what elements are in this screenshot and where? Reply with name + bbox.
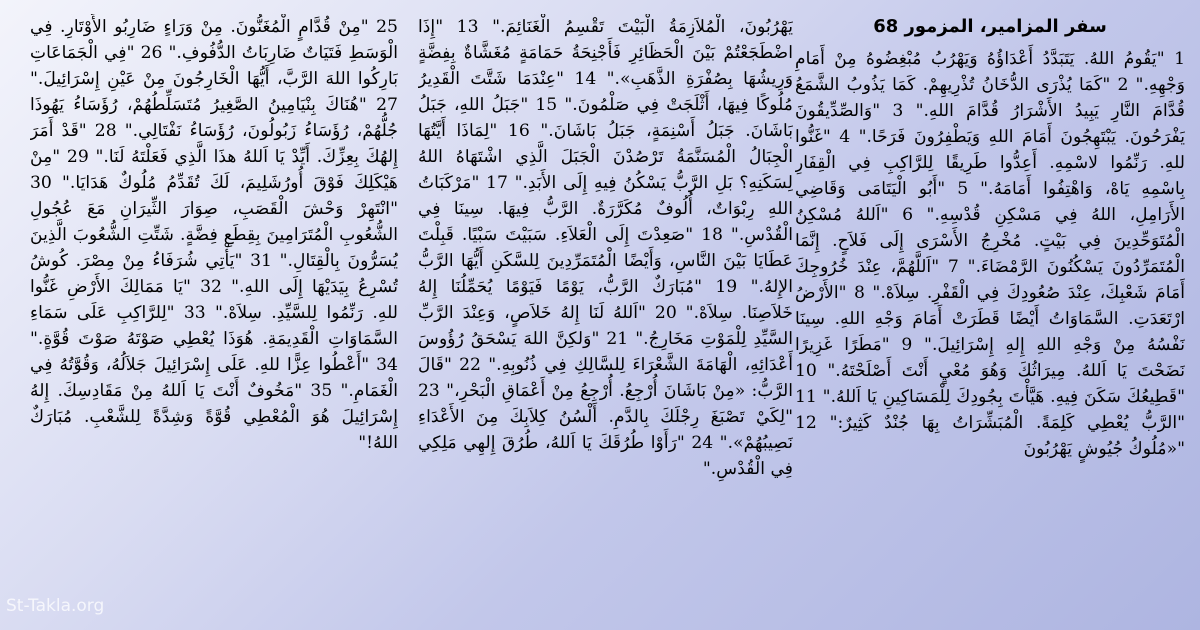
verses-1-12: 1 "يَقُومُ اللهُ. يَتَبَدَّدُ أَعْدَاؤُهُ وَيَهْرُبُ مُبْغِضُوهُ مِنْ أَمَامِ وَجْهِهِ." 2 "كَمَا يُذْرَى الدُّخَانُ تُذْرِيهِمْ. كَمَا يَذُوبُ الشَّمَعُ قُدَّامَ النَّارِ يَبِيدُ الأَشْرَارُ قُدَّامَ اللهِ." 3 "وَالصِّدِّيقُونَ يَفْرَحُونَ. يَبْتَهِجُونَ أَمَامَ اللهِ وَيَطْفِرُونَ فَرَحًا." 4 "غَنُّوا للهِ. رَنِّمُوا لاسْمِهِ. أَعِدُّوا طَرِيقًا لِلرَّاكِبِ فِي الْقِفَارِ بِاسْمِهِ يَاهْ، وَاهْتِفُوا أَمَامَهُ." 5 "أَبُو الْيَتَامَى وَقَاضِي الأَرَامِلِ، اللهُ فِي مَسْكِنِ قُدْسِهِ." 6 "اَللهُ مُسْكِنُ الْمُتَوَحِّدِينَ فِي بَيْتٍ. مُخْرِجُ الأَسْرَى إِلَى فَلاَحٍ. إِنَّمَا الْمُتَمَرِّدُونَ يَسْكُنُونَ الرَّمْضَاءَ." 7 "اَللَّهُمَّ، عِنْدَ خُرُوجِكَ أَمَامَ شَعْبِكَ، عِنْدَ صُعُودِكَ فِي الْقَفْرِ. سِلاَهْ." 8 "الأَرْضُ ارْتَعَدَتِ. السَّمَاوَاتُ أَيْضًا قَطَرَتْ أَمَامَ وَجْهِ اللهِ. سِينَا نَفْسُهُ مِنْ وَجْهِ اللهِ إِلهِ إِسْرَائِيلَ." 9 "مَطَرًا غَزِيرًا نَضَحْتَ يَا اَللهُ. مِيرَاثُكَ وَهُوَ مُعْيٍ أَنْتَ أَصْلَحْتَهُ." 10 "قَطِيعُكَ سَكَنَ فِيهِ. هَيَّأْتَ بِجُودِكَ لِلْمَسَاكِينِ يَا اَللهُ." 11 "الرَّبُّ يُعْطِي كَلِمَةً. الْمُبَشِّرَاتُ بِهَا جُنْدٌ كَثِيرٌ:" 12 "«مُلُوكُ جُيُوشٍ يَهْرُبُونَ [795, 49, 1185, 459]
verses-25-35: 25 "مِنْ قُدَّامٍ الْمُغَنُّونَ. مِنْ وَرَاءٍ ضَارِبُو الأَوْتَارِ. فِي الْوَسَطِ فَتَيَاتٌ ضَارِبَاتُ الدُّفُوفِ." 26 "فِي الْجَمَاعَاتِ بَارِكُوا اللهَ الرَّبَّ، أَيُّهَا الْخَارِجُونَ مِنْ عَيْنِ إِسْرَائِيلَ." 27 "هُنَاكَ بِنْيَامِينُ الصَّغِيرُ مُتَسَلِّطُهُمْ، رُؤَسَاءُ يَهُوذَا جُلُّهُمْ، رُؤَسَاءُ زَبُولُونَ، رُؤَسَاءُ نَفْتَالِي." 28 "قَدْ أَمَرَ إِلهُكَ بِعِزِّكَ. أَيِّدْ يَا اَللهُ هذَا الَّذِي فَعَلْتَهُ لَنَا." 29 "مِنْ هَيْكَلِكَ فَوْقَ أُورُشَلِيمَ، لَكَ تُقَدِّمُ مُلُوكٌ هَدَايَا." 30 "انْتَهِرْ وَحْشَ الْقَصَبِ، صِوَارَ الثِّيرَانِ مَعَ عُجُولِ الشُّعُوبِ الْمُتَرَامِينَ بِقِطَعِ فِضَّةٍ. شَتِّتِ الشُّعُوبَ الَّذِينَ يُسَرُّونَ بِالْقِتَالِ." 31 "يَأْتِي شُرَفَاءُ مِنْ مِصْرَ. كُوشُ تُسْرِعُ بِيَدَيْهَا إِلَى اللهِ." 32 "يَا مَمَالِكَ الأَرْضِ غَنُّوا للهِ. رَنِّمُوا لِلسَّيِّدِ. سِلاَهْ." 33 "لِلرَّاكِبِ عَلَى سَمَاءِ السَّمَاوَاتِ الْقَدِيمَةِ. هُوَذَا يُعْطِي صَوْتَهُ صَوْتَ قُوَّةٍ." 34 "أَعْطُوا عِزًّا للهِ. عَلَى إِسْرَائِيلَ جَلاَلُهُ، وَقُوَّتُهُ فِي الْغَمَامِ." 35 "مَخُوفٌ أَنْتَ يَا اَللهُ مِنْ مَقَادِسِكَ. إِلهُ إِسْرَائِيلَ هُوَ الْمُعْطِي قُوَّةً وَشِدَّةً لِلشَّعْبِ. مُبَارَكٌ اللهُ!" [30, 17, 398, 453]
column-left [30, 14, 398, 614]
verses-12-24: يَهْرُبُونَ، الْمُلاَزِمَةُ الْبَيْتَ تَقْسِمُ الْغَنَائِمَ." 13 "إِذَا اضْطَجَعْتُمْ بَيْنَ الْحَظَائِرِ فَأَجْنِحَةُ حَمَامَةٍ مُغَشَّاةٌ بِفِضَّةٍ وَرِيشُهَا بِصُفْرَةِ الذَّهَبِ»." 14 "عِنْدَمَا شَتَّتَ الْقَدِيرُ مُلُوكًا فِيهَا، أَثْلَجَتْ فِي صَلْمُونَ." 15 "جَبَلُ اللهِ، جَبَلُ بَاشَانَ. جَبَلُ أَسْنِمَةٍ، جَبَلُ بَاشَانَ." 16 "لِمَاذَا أَيَّتُهَا الْجِبَالُ الْمُسَنَّمَةُ تَرْصُدْنَ الْجَبَلَ الَّذِي اشْتَهَاهُ اللهُ لِسَكَنِهِ؟ بَلِ الرَّبُّ يَسْكُنُ فِيهِ إِلَى الأَبَدِ." 17 "مَرْكَبَاتُ اللهِ رِبْوَاتٌ، أُلُوفٌ مُكَرَّرَةٌ. الرَّبُّ فِيهَا. سِينَا فِي الْقُدْسِ." 18 "صَعِدْتَ إِلَى الْعَلاَءِ. سَبَيْتَ سَبْيًا. قَبِلْتَ عَطَايَا بَيْنَ النَّاسِ، وَأَيْضًا الْمُتَمَرِّدِينَ لِلسَّكَنِ أَيُّهَا الرَّبُّ الإِلهُ." 19 "مُبَارَكٌ الرَّبُّ، يَوْمًا فَيَوْمًا يُحَمِّلُنَا إِلهُ خَلاَصِنَا. سِلاَهْ." 20 "اَللهُ لَنَا إِلهُ خَلاَصٍ، وَعِنْدَ الرَّبِّ السَّيِّدِ لِلْمَوْتِ مَخَارِجُ." 21 "وَلكِنَّ اللهَ يَسْحَقُ رُؤُوسَ أَعْدَائِهِ، الْهَامَةَ الشَّعْرَاءَ لِلسَّالِكِ فِي ذُنُوبِهِ." 22 "قَالَ الرَّبُّ: «مِنْ بَاشَانَ أُرْجِعُ. أُرْجِعُ مِنْ أَعْمَاقِ الْبَحْرِ،" 23 "لِكَيْ تَصْبَغَ رِجْلَكَ بِالدَّمِ. أَلْسُنُ كِلاَبِكَ مِنَ الأَعْدَاءِ نَصِيبُهُمْ»." 24 "رَأَوْا طُرُقَكَ يَا اَللهُ، طُرُقَ إِلهِي مَلِكِي فِي الْقُدْسِ." [418, 17, 793, 479]
site-watermark: St-Takla.org [6, 596, 105, 616]
column-middle [418, 14, 793, 614]
page-title: سفر المزامير، المزمور 68 [873, 16, 1107, 37]
column-right [795, 14, 1185, 614]
